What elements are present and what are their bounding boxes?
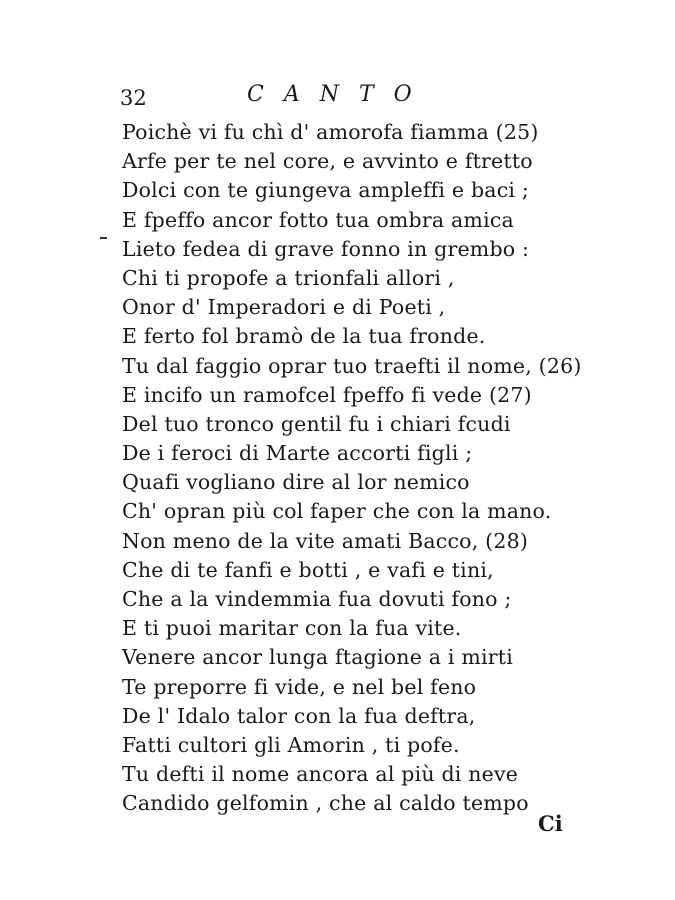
verse-line: Non meno de la vite amati Bacco, (28) — [122, 528, 529, 553]
verse-line: Quafi vogliano dire al lor nemico — [122, 470, 470, 495]
verse-line: Dolci con te giungeva ampleffi e baci ; — [122, 178, 529, 203]
verse-line: Poichè vi fu chì d' amorofa fiamma (25) — [122, 120, 539, 144]
verse-block — [122, 118, 582, 819]
verse-line: De l' Idalo talor con la fua deftra, — [122, 703, 476, 728]
verse-line: Che di te fanfi e botti , e vafi e tini, — [122, 557, 494, 582]
verse-line: Candido gelfomin , che al caldo tempo — [122, 791, 529, 816]
margin-dash-mark — [100, 237, 107, 239]
verse-line: E fpeffo ancor fotto tua ombra amica — [122, 207, 514, 232]
verse-line: Fatti cultori gli Amorin , ti pofe. — [122, 732, 460, 757]
verse-line: Del tuo tronco gentil fu i chiari fcudi — [122, 411, 511, 436]
verse-line: E ti puoi maritar con la fua vite. — [122, 616, 462, 641]
page-number: 32 — [120, 86, 147, 110]
catchword: Ci — [538, 811, 563, 836]
running-head: CANTO — [247, 82, 432, 107]
verse-line: Onor d' Imperadori e di Poeti , — [122, 295, 446, 320]
verse-line: Tu dal faggio oprar tuo traefti il nome, (26) — [122, 353, 582, 378]
verse-line: Chi ti propofe a trionfali allori , — [122, 265, 455, 290]
verse-line: Arfe per te nel core, e avvinto e ftretto — [122, 149, 533, 174]
verse-line: Te preporre fi vide, e nel bel feno — [122, 674, 477, 699]
verse-line: De i feroci di Marte accorti figli ; — [122, 441, 473, 466]
verse-line: E incifo un ramofcel fpeffo fi vede (27) — [122, 382, 532, 407]
verse-line: Ch' opran più col faper che con la mano. — [122, 499, 552, 524]
verse-line: Che a la vindemmia fua dovuti fono ; — [122, 587, 512, 611]
verse-line: Venere ancor lunga ftagione a i mirti — [122, 645, 513, 670]
verse-line: Tu defti il nome ancora al più di neve — [122, 762, 519, 787]
verse-line: Lieto fedea di grave fonno in grembo : — [122, 236, 530, 261]
verse-line: E ferto fol bramò de la tua fronde. — [122, 324, 486, 349]
